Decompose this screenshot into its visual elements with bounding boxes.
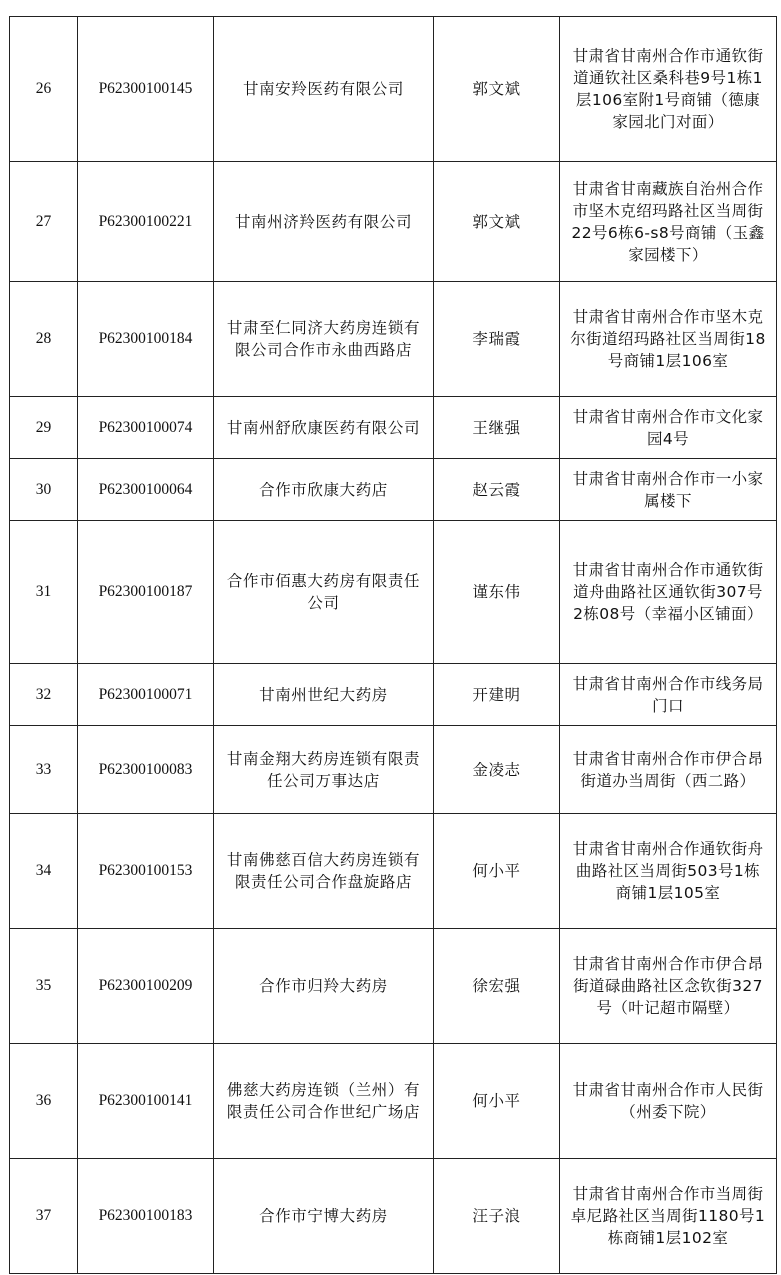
company-name: 甘南佛慈百信大药房连锁有限责任公司合作盘旋路店 [214,814,434,929]
responsible-person: 李瑞霞 [434,282,560,397]
row-number: 33 [10,726,78,814]
company-name: 合作市欣康大药店 [214,459,434,521]
row-number: 28 [10,282,78,397]
license-number: P62300100183 [78,1159,214,1274]
address: 甘肃省甘南州合作市伊合昂街道碌曲路社区念钦街327号（叶记超市隔壁） [560,929,777,1044]
responsible-person: 郭文斌 [434,162,560,282]
table-row [10,726,777,814]
table-row [10,814,777,929]
company-name: 甘肃至仁同济大药房连锁有限公司合作市永曲西路店 [214,282,434,397]
responsible-person: 徐宏强 [434,929,560,1044]
responsible-person: 开建明 [434,664,560,726]
company-name: 甘南州世纪大药房 [214,664,434,726]
table-row [10,664,777,726]
responsible-person: 何小平 [434,814,560,929]
license-number: P62300100074 [78,397,214,459]
responsible-person: 谨东伟 [434,521,560,664]
license-number: P62300100209 [78,929,214,1044]
company-name: 甘南州济羚医药有限公司 [214,162,434,282]
row-number: 30 [10,459,78,521]
license-number: P62300100221 [78,162,214,282]
row-number: 32 [10,664,78,726]
table-row [10,397,777,459]
address: 甘肃省甘南州合作市通钦街道通钦社区桑科巷9号1栋1层106室附1号商铺（德康家园北门对面） [560,17,777,162]
address: 甘肃省甘南州合作市坚木克尔街道绍玛路社区当周街18号商铺1层106室 [560,282,777,397]
license-number: P62300100141 [78,1044,214,1159]
row-number: 35 [10,929,78,1044]
responsible-person: 赵云霞 [434,459,560,521]
company-name: 合作市归羚大药房 [214,929,434,1044]
responsible-person: 金凌志 [434,726,560,814]
license-number: P62300100071 [78,664,214,726]
company-name: 合作市佰惠大药房有限责任公司 [214,521,434,664]
table-row [10,1044,777,1159]
table-row [10,162,777,282]
address: 甘肃省甘南州合作市人民街（州委下院） [560,1044,777,1159]
row-number: 27 [10,162,78,282]
company-name: 甘南金翔大药房连锁有限责任公司万事达店 [214,726,434,814]
address: 甘肃省甘南州合作市一小家属楼下 [560,459,777,521]
row-number: 29 [10,397,78,459]
table-row [10,282,777,397]
company-name: 甘南州舒欣康医药有限公司 [214,397,434,459]
table-row [10,929,777,1044]
license-number: P62300100184 [78,282,214,397]
table-row [10,459,777,521]
responsible-person: 郭文斌 [434,17,560,162]
company-name: 佛慈大药房连锁（兰州）有限责任公司合作世纪广场店 [214,1044,434,1159]
responsible-person: 何小平 [434,1044,560,1159]
license-number: P62300100083 [78,726,214,814]
license-number: P62300100145 [78,17,214,162]
row-number: 37 [10,1159,78,1274]
table-row [10,521,777,664]
table-row [10,17,777,162]
row-number: 31 [10,521,78,664]
address: 甘肃省甘南州合作市伊合昂街道办当周街（西二路） [560,726,777,814]
table-row [10,1159,777,1274]
address: 甘肃省甘南藏族自治州合作市坚木克绍玛路社区当周街22号6栋6-s8号商铺（玉鑫家园楼下） [560,162,777,282]
pharmacy-table [9,16,777,1274]
row-number: 26 [10,17,78,162]
license-number: P62300100187 [78,521,214,664]
company-name: 甘南安羚医药有限公司 [214,17,434,162]
address: 甘肃省甘南州合作市线务局门口 [560,664,777,726]
row-number: 34 [10,814,78,929]
address: 甘肃省甘南州合作市文化家园4号 [560,397,777,459]
address: 甘肃省甘南州合作市通钦街道舟曲路社区通钦街307号2栋08号（幸福小区铺面） [560,521,777,664]
responsible-person: 汪子浪 [434,1159,560,1274]
address: 甘肃省甘南州合作通钦街舟曲路社区当周街503号1栋商铺1层105室 [560,814,777,929]
address: 甘肃省甘南州合作市当周街卓尼路社区当周街1180号1栋商铺1层102室 [560,1159,777,1274]
license-number: P62300100153 [78,814,214,929]
company-name: 合作市宁博大药房 [214,1159,434,1274]
responsible-person: 王继强 [434,397,560,459]
row-number: 36 [10,1044,78,1159]
license-number: P62300100064 [78,459,214,521]
